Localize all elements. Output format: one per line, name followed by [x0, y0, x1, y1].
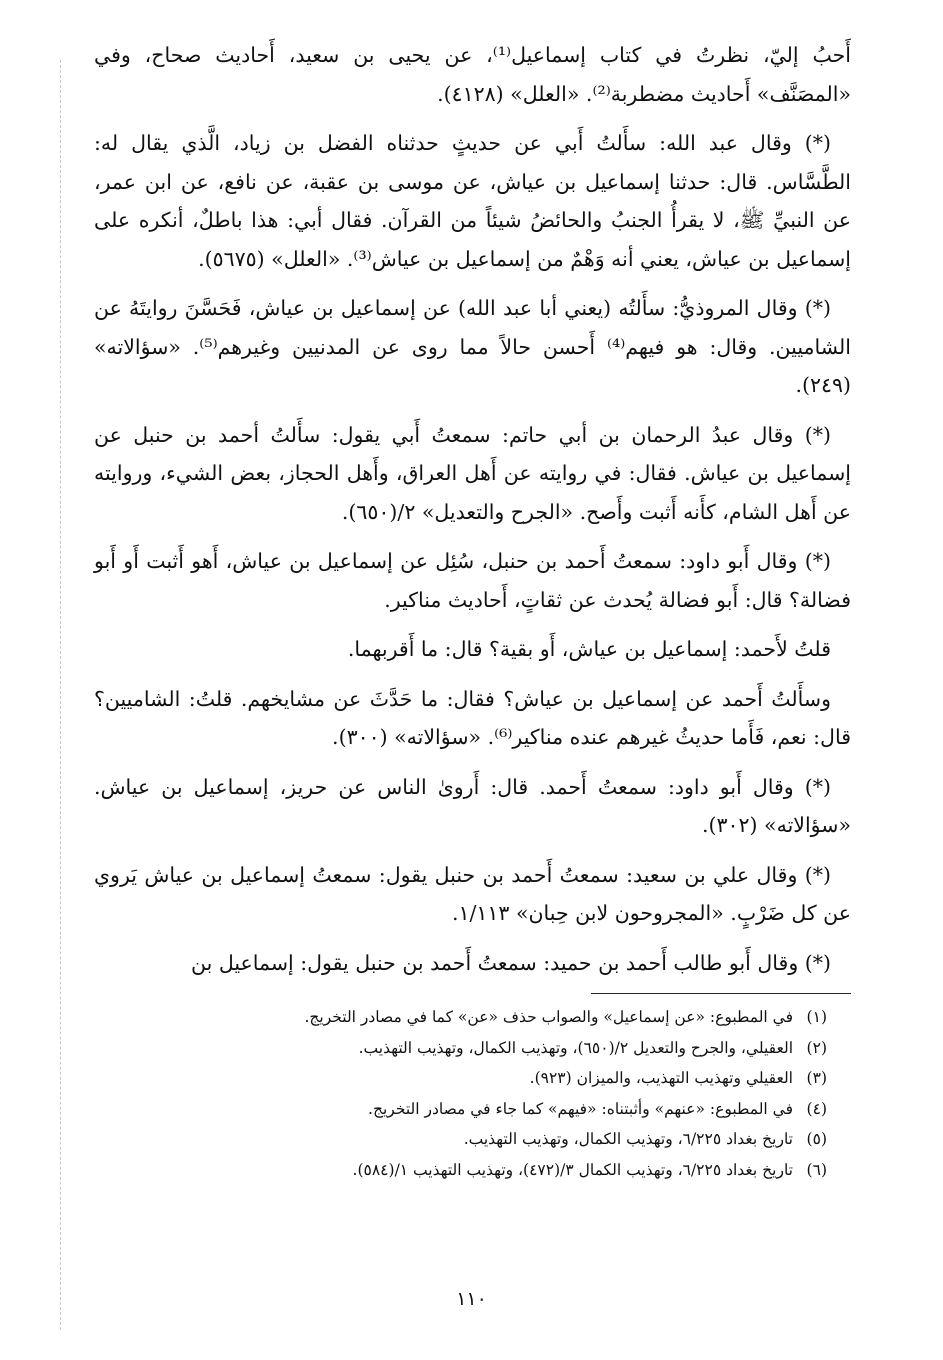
footnote: [94, 1063, 827, 1094]
paragraph: (*) وقال المروذيُّ: سأَلتُه (يعني أبا عبد الله) عن إسماعيل بن عياش، فَحَسَّنَ روايتَهُ عن الشاميين. وقال: هو فيهم⁽⁴⁾ أَحسن حالاً مما روى عن المدنيين وغيرهم⁽⁵⁾. «سؤالاته» (٢٤٩).: [94, 296, 851, 397]
paragraph: (*) وقال أَبو داود: سمعتُ أَحمد بن حنبل، سُئِل عن إسماعيل بن عياش، أَهو أَثبت أَو أَبو فضالة؟ قال: أَبو فضالة يُحدث عن ثقاتٍ، أَحاديث مناكير.: [94, 549, 851, 612]
footnote-text: العقيلي وتهذيب التهذيب، والميزان (٩٢٣).: [529, 1069, 793, 1087]
footnote-number: (١): [806, 1008, 827, 1026]
footnote-separator: [591, 993, 851, 994]
paragraph: أَحبُ إليّ، نظرتُ في كتاب إسماعيل⁽¹⁾، عن يحيى بن سعيد، أَحاديث صحاح، وفي «المصَنَّف» أَحاديث مضطربة⁽²⁾. «العلل» (٤١٢٨).: [94, 43, 851, 106]
footnote-text: في المطبوع: «عن إسماعيل» والصواب حذف «عن» كما في مصادر التخريج.: [304, 1008, 793, 1026]
footnote-text: تاريخ بغداد ٦/٢٢٥، وتهذيب الكمال ٣/(٤٧٢)، وتهذيب التهذيب ١/(٥٨٤).: [352, 1160, 793, 1179]
paragraph: (*) وقال أَبو طالب أَحمد بن حميد: سمعتُ أَحمد بن حنبل يقول: إسماعيل بن: [191, 950, 831, 975]
paragraph: (*) وقال عبد الله: سأَلتُ أَبي عن حديثٍ حدثناه الفضل بن زياد، الَّذي يقال له: الطَّسَّاس. قال: حدثنا إسماعيل بن عياش، عن موسى بن عقبة، عن نافع، عن ابن عمر، عن النبيِّ ﷺ، لا يقرأُ الجنبُ والحائضُ شيئاً من القرآن. فقال أبي: هذا باطلٌ، أنكره على إسماعيل بن عياش، يعني أنه وَهْمٌ من إسماعيل بن عياش⁽³⁾. «العلل» (٥٦٧٥).: [94, 131, 851, 271]
footnote-number: (٦): [806, 1160, 827, 1179]
footnote: [94, 1094, 827, 1125]
paragraph: قلتُ لأَحمد: إسماعيل بن عياش، أَو بقية؟ قال: ما أَقربهما.: [347, 637, 831, 661]
footnote-text: في المطبوع: «عنهم» وأثبتناه: «فيهم» كما جاء في مصادر التخريج.: [368, 1099, 793, 1118]
footnote: [94, 1002, 827, 1033]
footnote: [94, 1033, 827, 1064]
main-text: [94, 36, 851, 982]
footnote: [94, 1155, 827, 1186]
page-number: ١١٠: [456, 1288, 487, 1310]
footnote-number: (٤): [806, 1099, 827, 1118]
scan-guide-line: [60, 60, 61, 1330]
footnote-text: تاريخ بغداد ٦/٢٢٥، وتهذيب الكمال، وتهذيب التهذيب.: [463, 1130, 793, 1148]
paragraph: (*) وقال عبدُ الرحمان بن أبي حاتم: سمعتُ أَبي يقول: سأَلتُ أحمد بن حنبل عن إسماعيل بن عياش. فقال: في روايته عن أَهل العراق، وأَهل الحجاز، بعض الشيء، وروايته عن أَهل الشام، كأَنه أَثبت وأَصح. «الجرح والتعديل» ٢/(٦٥٠).: [94, 422, 851, 524]
paragraph: وسأَلتُ أَحمد عن إسماعيل بن عياش؟ فقال: ما حَدَّثَ عن مشايخهم. قلتُ: الشاميين؟ قال: نعم، فَأَما حديثُ غيرهم عنده مناكير⁽⁶⁾. «سؤالاته» (٣٠٠).: [94, 686, 851, 749]
footnotes: [94, 1002, 851, 1185]
footnote-number: (٣): [806, 1069, 827, 1087]
footnote-number: (٥): [806, 1130, 827, 1148]
footnote: [94, 1124, 827, 1155]
paragraph: (*) وقال علي بن سعيد: سمعتُ أَحمد بن حنبل يقول: سمعتُ إسماعيل بن عياش يَروي عن كل ضَرْبٍ. «المجروحون لابن حِبان» ١/١١٣.: [94, 862, 851, 925]
paragraph: (*) وقال أَبو داود: سمعتُ أَحمد. قال: أَروىٰ الناس عن حريز، إسماعيل بن عياش. «سؤالاته» (٣٠٢).: [94, 774, 851, 837]
footnote-text: العقيلي، والجرح والتعديل ٢/(٦٥٠)، وتهذيب الكمال، وتهذيب التهذيب.: [358, 1038, 793, 1057]
footnote-number: (٢): [806, 1038, 827, 1057]
